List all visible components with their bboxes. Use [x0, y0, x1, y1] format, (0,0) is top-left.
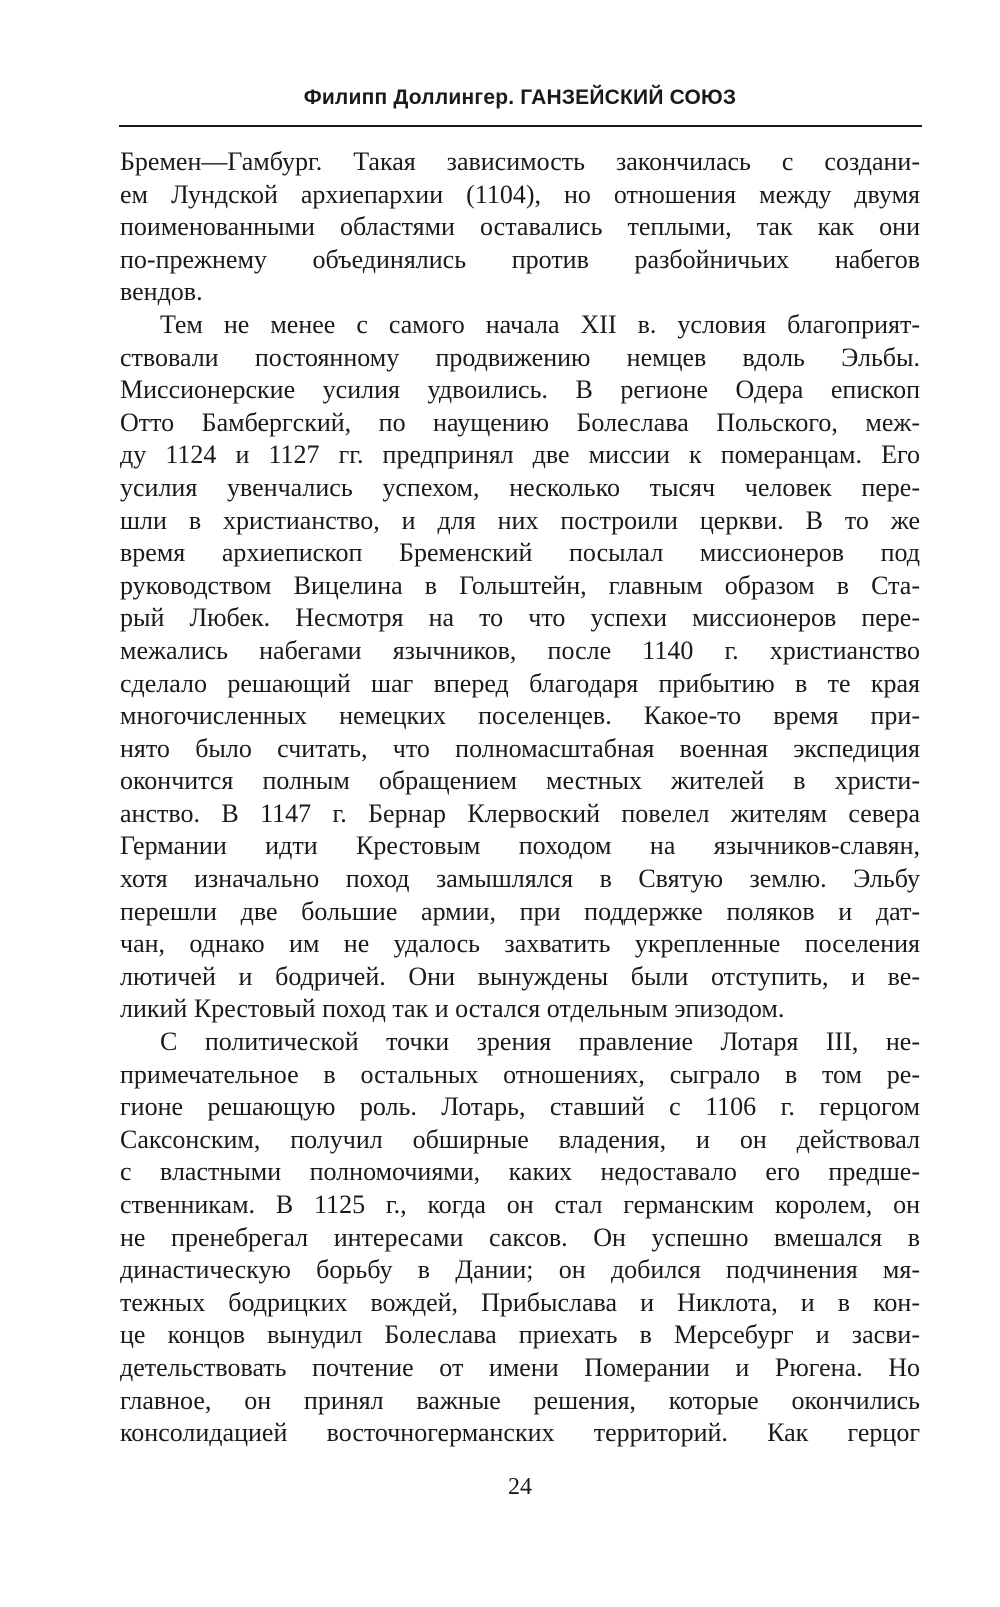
text-line: ствовали постоянному продвижению немцев вдоль Эльбы. [120, 342, 920, 372]
text-line: тежных бодрицких вождей, Прибыслава и Никлота, и в кон- [120, 1287, 920, 1317]
text-line: ственникам. В 1125 г., когда он стал германским королем, он [120, 1190, 920, 1219]
text-line: анство. В 1147 г. Бернар Клервоский повелел жителям севера [120, 798, 920, 828]
text-line: Тем не менее с самого начала XII в. условия благоприят- [160, 309, 920, 339]
text-line: Бремен—Гамбург. Такая зависимость закончилась с создани- [120, 147, 920, 176]
text-line: Миссионерские усилия удвоились. В регионе Одера епископ [120, 375, 920, 405]
text-line: усилия увенчались успехом, несколько тысяч человек пере- [120, 472, 920, 502]
text-line: Отто Бамбергский, по наущению Болеслава Польского, меж- [120, 407, 920, 437]
body-text [120, 146, 920, 1450]
text-line: примечательное в остальных отношениях, сыграло в том ре- [120, 1059, 920, 1089]
text-line: шли в христианство, и для них построили церкви. В то же [120, 505, 920, 535]
text-line: Германии идти Крестовым походом на язычников-славян, [120, 831, 920, 861]
text-line: с властными полномочиями, каких недоставало его предше- [120, 1157, 920, 1187]
text-line: це концов вынудил Болеслава приехать в Мерсебург и засви- [120, 1320, 920, 1350]
text-line: консолидацией восточногерманских территорий. Как герцог [120, 1418, 920, 1448]
text-line: перешли две большие армии, при поддержке поляков и дат- [120, 896, 920, 926]
text-line: нято было считать, что полномасштабная военная экспедиция [120, 733, 920, 763]
text-line: династическую борьбу в Дании; он добился подчинения мя- [120, 1255, 920, 1285]
running-head: Филипп Доллингер. ГАНЗЕЙСКИЙ СОЮЗ [303, 86, 737, 109]
text-line: многочисленных немецких поселенцев. Какое-то время при- [120, 701, 920, 731]
text-line: ликий Крестовый поход так и остался отдельным эпизодом. [120, 994, 785, 1024]
paragraph-3 [120, 1026, 920, 1450]
text-line: чан, однако им не удалось захватить укрепленные поселения [120, 929, 920, 959]
page-number: 24 [508, 1474, 532, 1500]
text-line: Саксонским, получил обширные владения, и он действовал [120, 1124, 920, 1154]
text-line: ем Лундской архиепархии (1104), но отношения между двумя [120, 179, 920, 209]
text-line: руководством Вицелина в Гольштейн, главным образом в Ста- [120, 570, 920, 600]
text-line: вендов. [120, 277, 203, 307]
text-line: межались набегами язычников, после 1140 г. христианство [120, 635, 920, 665]
text-line: время архиепископ Бременский посылал миссионеров под [120, 538, 920, 568]
text-line: окончится полным обращением местных жителей в христи- [120, 766, 920, 796]
paragraph-2 [120, 309, 920, 1026]
paragraph-1 [120, 146, 920, 309]
text-line: гионе решающую роль. Лотарь, ставший с 1106 г. герцогом [120, 1092, 920, 1122]
text-line: по-прежнему объединялись против разбойничьих набегов [120, 244, 920, 274]
text-line: не пренебрегал интересами саксов. Он успешно вмешался в [120, 1222, 920, 1252]
text-line: ду 1124 и 1127 гг. предпринял две миссии к померанцам. Его [120, 440, 920, 470]
text-line: С политической точки зрения правление Лотаря III, не- [160, 1027, 920, 1057]
text-line: хотя изначально поход замышлялся в Святую землю. Эльбу [120, 864, 920, 894]
text-line: поименованными областями оставались теплыми, так как они [120, 212, 920, 242]
text-line: рый Любек. Несмотря на то что успехи миссионеров пере- [120, 603, 920, 633]
text-line: сделало решающий шаг вперед благодаря прибытию в те края [120, 668, 920, 698]
text-line: главное, он принял важные решения, которые окончились [120, 1385, 920, 1415]
text-line: лютичей и бодричей. Они вынуждены были отступить, и ве- [120, 961, 920, 991]
header-rule [119, 125, 922, 127]
text-line: детельствовать почтение от имени Померании и Рюгена. Но [120, 1352, 920, 1382]
